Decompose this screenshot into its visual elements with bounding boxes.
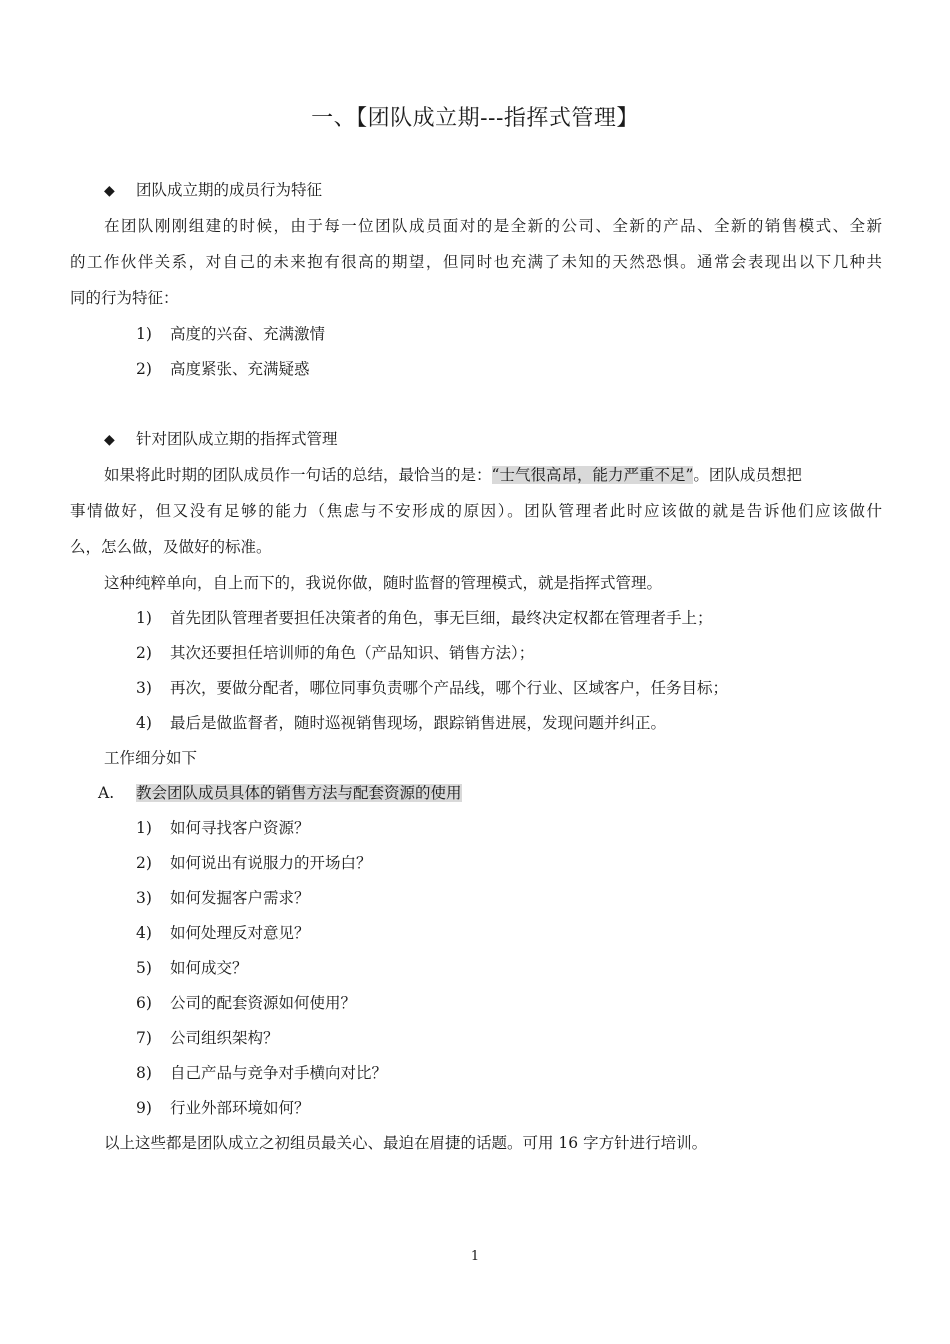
section2-heading-text: 针对团队成立期的指挥式管理 bbox=[136, 430, 338, 448]
section2-para1-line1: 如果将此时期的团队成员作一句话的总结，最恰当的是：“士气很高昂，能力严重不足”。团队成员想把 bbox=[104, 466, 802, 484]
list-item: 5) 如何成交？ bbox=[136, 959, 248, 977]
work-intro: 工作细分如下 bbox=[104, 749, 198, 767]
list-item: 9) 行业外部环境如何？ bbox=[136, 1099, 310, 1117]
section2-heading bbox=[104, 427, 338, 452]
list-item: 3) 如何发掘客户需求？ bbox=[136, 889, 310, 907]
list-item: 2) 高度紧张、充满疑惑 bbox=[136, 360, 310, 378]
section2-para2: 这种纯粹单向，自上而下的，我说你做，随时监督的管理模式，就是指挥式管理。 bbox=[104, 574, 663, 592]
list-item: 4) 最后是做监督者，随时巡视销售现场，跟踪销售进展，发现问题并纠正。 bbox=[136, 714, 667, 732]
section1-heading bbox=[104, 178, 322, 203]
sub-heading-a: A. 教会团队成员具体的销售方法与配套资源的使用 bbox=[98, 784, 462, 802]
list-item: 8) 自己产品与竞争对手横向对比？ bbox=[136, 1064, 388, 1082]
list-item: 1) 首先团队管理者要担任决策者的角色，事无巨细，最终决定权都在管理者手上； bbox=[136, 609, 713, 627]
diamond-bullet-icon: ◆ bbox=[104, 183, 115, 199]
section1-para-line2: 的工作伙伴关系，对自己的未来抱有很高的期望，但同时也充满了未知的天然恐惧。通常会表现出以下几种共 bbox=[70, 253, 882, 271]
highlighted-sub-heading: 教会团队成员具体的销售方法与配套资源的使用 bbox=[136, 784, 462, 802]
page-number: 1 bbox=[470, 1249, 480, 1264]
section1-heading-text: 团队成立期的成员行为特征 bbox=[136, 181, 323, 199]
list-item: 3) 再次，要做分配者，哪位同事负责哪个产品线，哪个行业、区域客户，任务目标； bbox=[136, 679, 729, 697]
list-item: 1) 高度的兴奋、充满激情 bbox=[136, 325, 326, 343]
section2-para1-line3: 么，怎么做，及做好的标准。 bbox=[70, 538, 272, 556]
section2-para1-line2: 事情做好，但又没有足够的能力（焦虑与不安形成的原因）。团队管理者此时应该做的就是告诉他们应该做什 bbox=[70, 502, 882, 520]
list-item: 6) 公司的配套资源如何使用？ bbox=[136, 994, 357, 1012]
section1-para-line1: 在团队刚刚组建的时候，由于每一位团队成员面对的是全新的公司、全新的产品、全新的销售模式、全新 bbox=[104, 217, 882, 235]
list-item: 1) 如何寻找客户资源？ bbox=[136, 819, 310, 837]
list-item: 2) 如何说出有说服力的开场白？ bbox=[136, 854, 372, 872]
diamond-bullet-icon: ◆ bbox=[104, 432, 115, 448]
highlighted-quote: “士气很高昂，能力严重不足” bbox=[491, 466, 694, 484]
page-title: 一、【团队成立期---指挥式管理】 bbox=[311, 106, 639, 131]
list-item: 4) 如何处理反对意见？ bbox=[136, 924, 310, 942]
list-item: 7) 公司组织架构？ bbox=[136, 1029, 279, 1047]
section1-para-line3: 同的行为特征： bbox=[70, 289, 179, 307]
list-item: 2) 其次还要担任培训师的角色（产品知识、销售方法）； bbox=[136, 644, 535, 662]
closing-paragraph: 以上这些都是团队成立之初组员最关心、最迫在眉捷的话题。可用 16 字方针进行培训。 bbox=[104, 1134, 708, 1152]
